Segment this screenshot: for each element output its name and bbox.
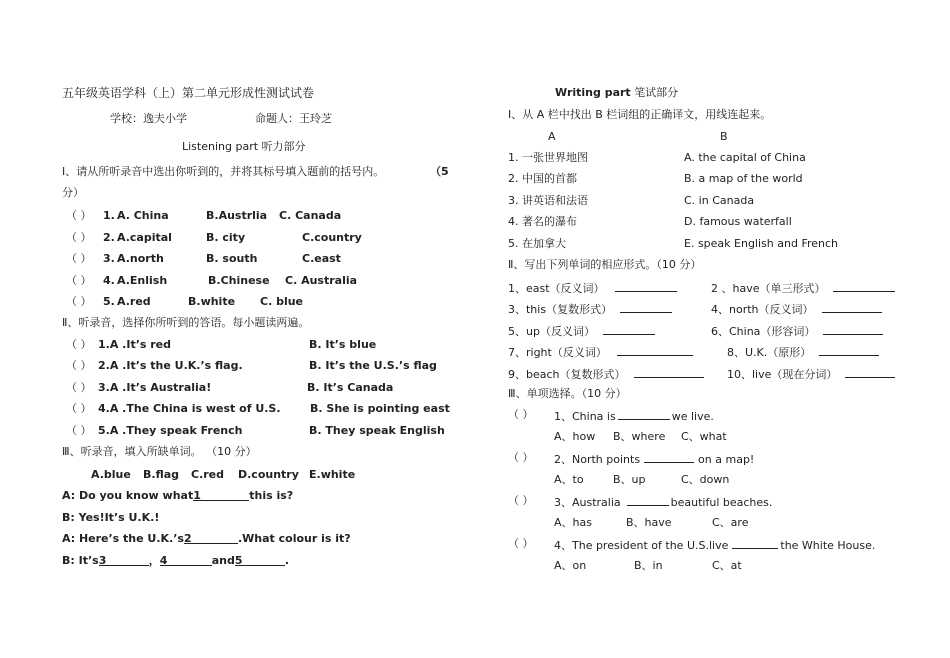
question-pre: 4、The president of the U.S.live [554, 539, 729, 552]
answer-blank[interactable] [644, 451, 694, 463]
answer-blank[interactable] [99, 554, 149, 566]
question-post: beautiful beaches. [670, 496, 773, 509]
dialogue-line [62, 554, 289, 567]
answer-blank[interactable] [732, 537, 778, 549]
option-c[interactable]: C、are [712, 516, 749, 529]
answer-blank[interactable] [627, 494, 669, 506]
answer-blank[interactable] [823, 323, 883, 335]
writing-heading-zh: 笔试部分 [634, 86, 679, 99]
match-item-a[interactable]: 5. 在加拿大 [508, 237, 566, 250]
match-item-a[interactable]: 1. 一张世界地图 [508, 151, 588, 164]
dialogue-text: A: Here’s the U.K.’s [62, 532, 184, 545]
l-sec3-instruction [62, 445, 257, 458]
answer-bracket[interactable]: （ ） [508, 408, 534, 421]
word-form-prompt: 7、right（反义词） [508, 346, 607, 359]
l-sec3-instruction-text: Ⅲ、听录音，填入所缺单词。 [62, 445, 202, 458]
answer-blank[interactable] [235, 554, 285, 566]
r-sec1-instruction: Ⅰ、从 A 栏中找出 B 栏词组的正确译文，用线连起来。 [508, 108, 772, 121]
answer-blank[interactable] [618, 408, 670, 420]
answer-bracket[interactable]: （ ） [66, 274, 92, 287]
option-a: A.red [117, 295, 151, 308]
option-a: 2.A .It’s the U.K.’s flag. [98, 359, 243, 372]
dialogue-line [62, 532, 351, 545]
question-text [554, 451, 754, 466]
exam-title: 五年级英语学科（上）第二单元形成性测试试卷 [62, 86, 315, 100]
word-form-prompt: 9、beach（复数形式） [508, 368, 626, 381]
answer-bracket[interactable]: （ ） [66, 402, 92, 415]
word-form-item [727, 366, 895, 381]
answer-bracket[interactable]: （ ） [66, 359, 92, 372]
match-item-a[interactable]: 4. 著名的瀑布 [508, 215, 577, 228]
word-form-item [727, 344, 879, 359]
dialogue-text: A: Do you know what [62, 489, 194, 502]
answer-blank[interactable] [184, 532, 238, 544]
question-pre: 3、Australia [554, 496, 621, 509]
answer-blank[interactable] [603, 323, 655, 335]
item-number: 5. [103, 295, 115, 308]
dialogue-text: . [284, 554, 290, 567]
separator: ， [148, 554, 160, 567]
column-a-header: A [548, 130, 556, 143]
word-bank-item: E.white [309, 468, 356, 481]
answer-bracket[interactable]: （ ） [66, 381, 92, 394]
option-a: 1.A .It’s red [98, 338, 172, 351]
match-item-b[interactable]: A. the capital of China [684, 151, 806, 164]
option-a: 5.A .They speak French [98, 424, 243, 437]
answer-bracket[interactable]: （ ） [508, 451, 534, 464]
blank-number: 4 [159, 554, 168, 567]
match-item-b[interactable]: B. a map of the world [684, 172, 803, 185]
word-form-prompt: 10、live（现在分词） [727, 368, 838, 381]
item-number: 1. [103, 209, 115, 222]
option-b: B.white [188, 295, 236, 308]
dialogue-text: .What colour is it? [237, 532, 351, 545]
dialogue-text: B: It’s [62, 554, 99, 567]
option-b: B. They speak English [309, 424, 445, 437]
answer-blank[interactable] [617, 344, 693, 356]
option-c: C. Australia [285, 274, 358, 287]
word-form-prompt: 3、this（复数形式） [508, 303, 613, 316]
answer-blank[interactable] [615, 280, 677, 292]
option-c[interactable]: C、at [712, 559, 742, 572]
question-post: we live. [671, 410, 714, 423]
match-item-a[interactable]: 3. 讲英语和法语 [508, 194, 588, 207]
option-a[interactable]: A、on [554, 559, 587, 572]
r-sec3-instruction: Ⅲ、单项选择。（10 分） [508, 387, 627, 400]
answer-bracket[interactable]: （ ） [66, 338, 92, 351]
answer-bracket[interactable]: （ ） [66, 252, 92, 265]
column-b-header: B [720, 130, 728, 143]
answer-blank[interactable] [620, 301, 672, 313]
match-item-a[interactable]: 2. 中国的首都 [508, 172, 577, 185]
option-a: A.Enlish [117, 274, 168, 287]
option-a: 4.A .The China is west of U.S. [98, 402, 281, 415]
option-b: B.Austrlia [206, 209, 268, 222]
answer-blank[interactable] [634, 366, 704, 378]
item-number: 2. [103, 231, 115, 244]
word-bank-item: A.blue [91, 468, 131, 481]
l-sec1-instruction: Ⅰ、请从所听录音中选出你听到的，并将其标号填入题前的括号内。 [62, 165, 385, 178]
dialogue-text: and [211, 554, 235, 567]
blank-number: 1 [193, 489, 201, 502]
word-form-item [508, 323, 655, 338]
question-pre: 2、North points [554, 453, 641, 466]
answer-bracket[interactable]: （ ） [66, 231, 92, 244]
dialogue-text: this is? [249, 489, 294, 502]
r-sec2-instruction: Ⅱ、写出下列单词的相应形式。（10 分） [508, 258, 702, 271]
option-b[interactable]: B、up [613, 473, 646, 486]
option-b: B. She is pointing east [310, 402, 450, 415]
word-form-prompt: 4、north（反义词） [711, 303, 814, 316]
option-b[interactable]: B、have [626, 516, 672, 529]
question-pre: 1、China is [554, 410, 616, 423]
writing-heading-en: Writing part [555, 86, 631, 99]
option-c: C. blue [260, 295, 304, 308]
answer-bracket[interactable]: （ ） [508, 494, 534, 507]
l-sec2-instruction: Ⅱ、听录音，选择你所听到的答语。每小题读两遍。 [62, 316, 310, 329]
match-item-b[interactable]: C. in Canada [684, 194, 755, 207]
option-a: A.capital [117, 231, 172, 244]
option-b: B. city [206, 231, 246, 244]
item-number: 4. [103, 274, 115, 287]
option-a[interactable]: A、to [554, 473, 584, 486]
answer-blank[interactable] [822, 301, 882, 313]
word-form-item [508, 301, 672, 316]
answer-blank[interactable] [845, 366, 895, 378]
word-form-prompt: 6、China（形容词） [711, 325, 816, 338]
answer-bracket[interactable]: （ ） [508, 537, 534, 550]
author-line: 命题人：王玲芝 [255, 112, 332, 125]
option-c[interactable]: C、down [681, 473, 730, 486]
option-a: 3.A .It’s Australia! [98, 381, 212, 394]
answer-bracket[interactable]: （ ） [66, 424, 92, 437]
school-line: 学校：逸夫小学 [110, 112, 187, 125]
question-text [554, 408, 714, 423]
l-sec1-score: （5 [430, 165, 449, 178]
word-form-item [508, 280, 677, 295]
option-c: C. Canada [279, 209, 342, 222]
question-text [554, 537, 875, 552]
match-item-b[interactable]: E. speak English and French [684, 237, 839, 250]
word-form-prompt: 5、up（反义词） [508, 325, 595, 338]
word-form-item [508, 366, 704, 381]
writing-heading [555, 86, 678, 99]
blank-number: 2 [183, 532, 192, 545]
option-b: B. It’s the U.S.’s flag [309, 359, 437, 372]
answer-blank[interactable] [160, 554, 212, 566]
listening-heading: Listening part 听力部分 [182, 140, 306, 153]
word-form-prompt: 8、U.K.（原形） [727, 346, 812, 359]
option-a[interactable]: A、how [554, 430, 596, 443]
option-b: B. It’s blue [309, 338, 377, 351]
option-b: B.Chinese [208, 274, 270, 287]
word-form-item [711, 323, 883, 338]
answer-bracket[interactable]: （ ） [66, 295, 92, 308]
answer-blank[interactable] [193, 489, 249, 501]
option-c: C.country [302, 231, 362, 244]
word-form-prompt: 2 、have（单三形式） [711, 282, 826, 295]
l-sec1-instruction-cont: 分） [62, 186, 84, 199]
dialogue-line [62, 489, 293, 502]
question-text [554, 494, 772, 509]
word-form-item [508, 344, 693, 359]
word-bank-item: C.red [191, 468, 225, 481]
answer-blank[interactable] [833, 280, 895, 292]
option-b[interactable]: B、where [613, 430, 666, 443]
option-c: C.east [302, 252, 341, 265]
item-number: 3. [103, 252, 115, 265]
word-form-prompt: 1、east（反义词） [508, 282, 605, 295]
blank-number: 3 [98, 554, 107, 567]
word-bank-item: B.flag [143, 468, 180, 481]
word-form-item [711, 280, 895, 295]
option-b: B. It’s Canada [307, 381, 394, 394]
answer-blank[interactable] [819, 344, 879, 356]
option-a: A.north [117, 252, 164, 265]
question-post: on a map! [698, 453, 755, 466]
question-post: the White House. [780, 539, 876, 552]
option-a: A. China [117, 209, 169, 222]
option-b: B. south [206, 252, 258, 265]
dialogue-line: B: Yes!It’s U.K.! [62, 511, 160, 524]
option-b[interactable]: B、in [634, 559, 663, 572]
option-c[interactable]: C、what [681, 430, 727, 443]
l-sec3-score: （10 分） [211, 445, 257, 458]
blank-number: 5 [234, 554, 243, 567]
word-bank-item: D.country [238, 468, 299, 481]
answer-bracket[interactable]: （ ） [66, 209, 92, 222]
match-item-b[interactable]: D. famous waterfall [684, 215, 792, 228]
option-a[interactable]: A、has [554, 516, 592, 529]
word-form-item [711, 301, 882, 316]
